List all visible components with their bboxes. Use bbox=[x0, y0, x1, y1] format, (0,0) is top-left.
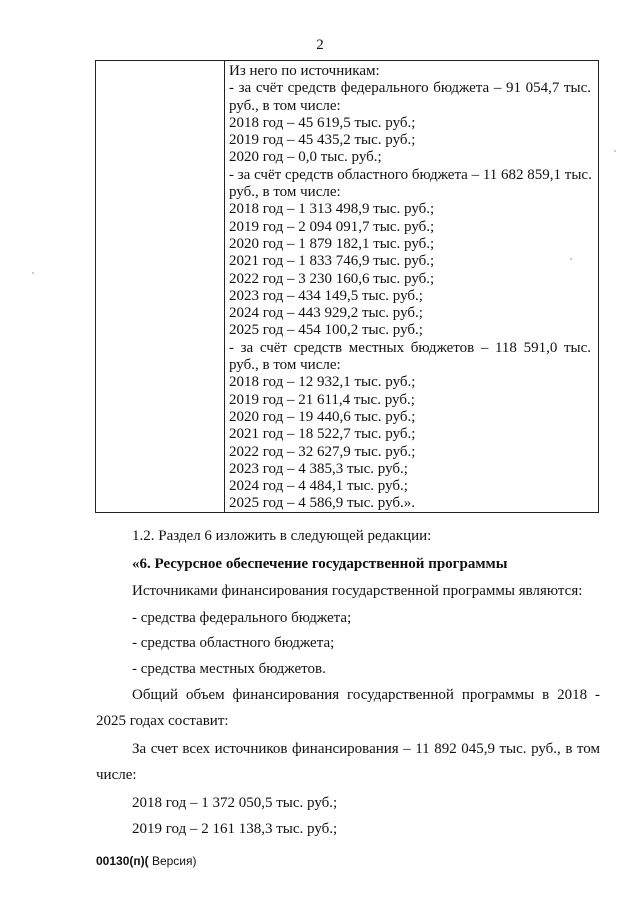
table-line: 2019 год – 45 435,2 тыс. руб.; bbox=[229, 132, 416, 149]
table-column-divider bbox=[224, 61, 225, 512]
table-line: 2018 год – 45 619,5 тыс. руб.; bbox=[229, 114, 416, 131]
list-item-year-2019: 2019 год – 2 161 138,3 тыс. руб.; bbox=[132, 821, 338, 837]
table-line: 2019 год – 21 611,4 тыс. руб.; bbox=[229, 391, 415, 408]
funding-table bbox=[95, 60, 599, 513]
table-line: 2020 год – 1 879 182,1 тыс. руб.; bbox=[229, 235, 435, 252]
paragraph-item-1-2: 1.2. Раздел 6 изложить в следующей редакции: bbox=[132, 528, 432, 544]
list-item-regional: - средства областного бюджета; bbox=[132, 635, 335, 651]
footer-code: 00130(п)( bbox=[96, 854, 149, 868]
list-item-year-2018: 2018 год – 1 372 050,5 тыс. руб.; bbox=[132, 795, 338, 811]
section-heading: «6. Ресурсное обеспечение государственной программы bbox=[132, 556, 508, 572]
paragraph-total-line-2: 2025 годах составит: bbox=[96, 713, 229, 729]
table-line: 2025 год – 4 586,9 тыс. руб.». bbox=[229, 495, 416, 512]
table-line: 2021 год – 1 833 746,9 тыс. руб.; bbox=[229, 253, 435, 270]
table-line: - за счёт средств федерального бюджета – 91 054,7 тыс. bbox=[229, 80, 591, 97]
scan-speck bbox=[570, 258, 572, 260]
table-line: 2018 год – 1 313 498,9 тыс. руб.; bbox=[229, 201, 435, 218]
scan-speck bbox=[614, 150, 616, 152]
table-line: руб., в том числе: bbox=[229, 357, 341, 374]
table-line: 2020 год – 19 440,6 тыс. руб.; bbox=[229, 408, 416, 425]
table-line: 2021 год – 18 522,7 тыс. руб.; bbox=[229, 426, 416, 443]
table-line: - за счёт средств местных бюджетов – 118 591,0 тыс. bbox=[229, 339, 591, 356]
table-line: руб., в том числе: bbox=[229, 184, 341, 201]
table-line: 2025 год – 454 100,2 тыс. руб.; bbox=[229, 322, 423, 339]
table-line: 2019 год – 2 094 091,7 тыс. руб.; bbox=[229, 218, 435, 235]
list-item-local: - средства местных бюджетов. bbox=[132, 661, 326, 677]
table-line: 2024 год – 4 484,1 тыс. руб.; bbox=[229, 478, 408, 495]
page-number: 2 bbox=[316, 37, 324, 53]
paragraph-total-line-1: Общий объем финансирования государственной программы в 2018 - bbox=[132, 687, 600, 703]
paragraph-all-sources-line-1: За счет всех источников финансирования – 11 892 045,9 тыс. руб., в том bbox=[132, 741, 600, 757]
table-line: 2018 год – 12 932,1 тыс. руб.; bbox=[229, 374, 416, 391]
table-cell-funding-sources bbox=[229, 63, 591, 513]
table-line: 2023 год – 434 149,5 тыс. руб.; bbox=[229, 287, 423, 304]
footer-version: Версия) bbox=[148, 854, 197, 868]
table-line: 2020 год – 0,0 тыс. руб.; bbox=[229, 149, 382, 166]
paragraph-all-sources-line-2: числе: bbox=[96, 767, 137, 783]
table-line: руб., в том числе: bbox=[229, 97, 341, 114]
list-item-federal: - средства федерального бюджета; bbox=[132, 610, 352, 626]
scan-speck bbox=[32, 272, 34, 274]
table-line: 2023 год – 4 385,3 тыс. руб.; bbox=[229, 460, 408, 477]
table-line: 2022 год – 3 230 160,6 тыс. руб.; bbox=[229, 270, 435, 287]
table-line: - за счёт средств областного бюджета – 11 682 859,1 тыс. bbox=[229, 166, 592, 183]
table-line: 2024 год – 443 929,2 тыс. руб.; bbox=[229, 305, 423, 322]
table-line: 2022 год – 32 627,9 тыс. руб.; bbox=[229, 443, 416, 460]
footer-doc-code bbox=[96, 854, 197, 868]
table-line: Из него по источникам: bbox=[229, 63, 380, 79]
paragraph-sources-intro: Источниками финансирования государственной программы являются: bbox=[132, 583, 583, 599]
